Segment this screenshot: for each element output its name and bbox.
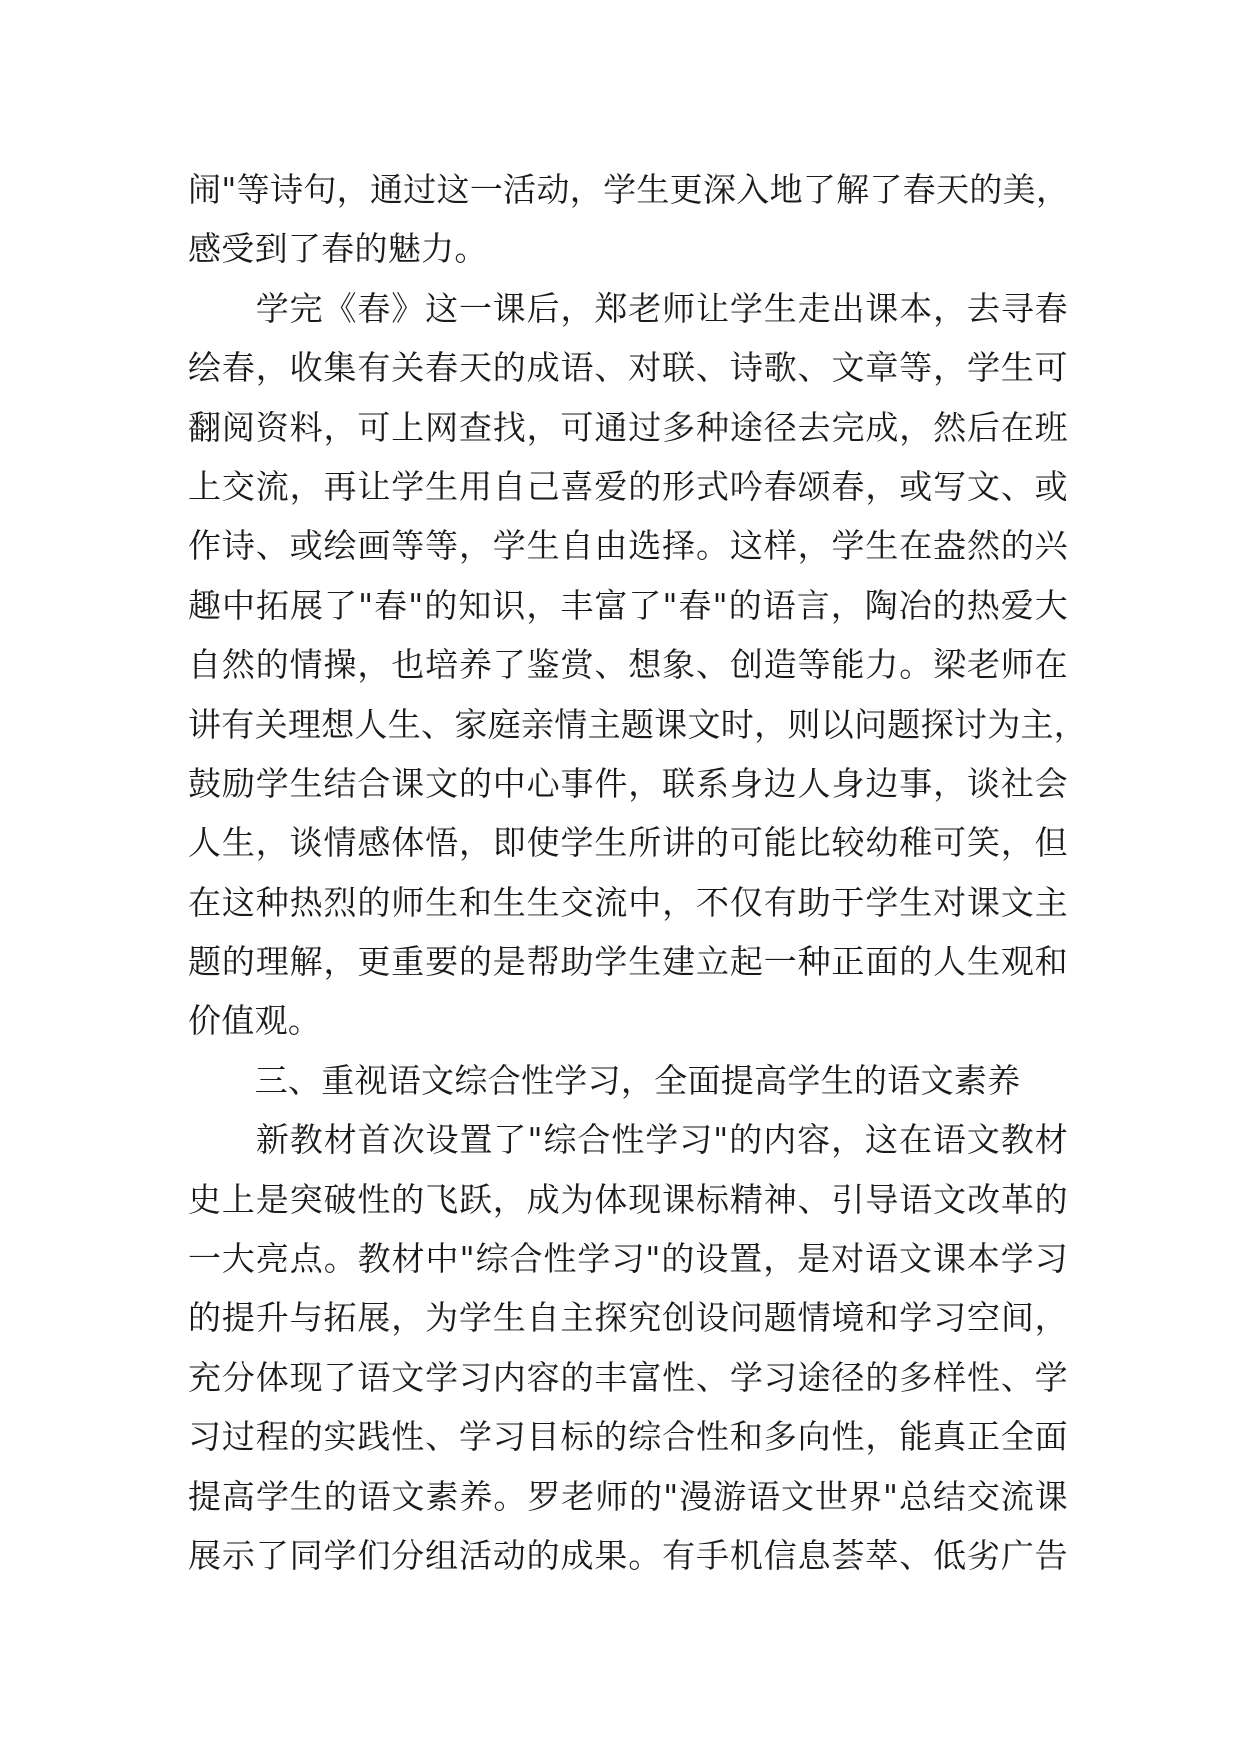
- text-line-13: 在这种热烈的师生和生生交流中，不仅有助于学生对课文主: [188, 882, 1068, 922]
- text-line-4: 绘春，收集有关春天的成语、对联、诗歌、文章等，学生可: [188, 348, 1068, 388]
- text-line-19: 一大亮点。教材中"综合性学习"的设置，是对语文课本学习: [188, 1239, 1068, 1279]
- text-line-3: 学完《春》这一课后，郑老师让学生走出课本，去寻春: [188, 288, 1068, 328]
- text-line-11: 鼓励学生结合课文的中心事件，联系身边人身边事，谈社会: [188, 763, 1068, 803]
- text-line-9: 自然的情操，也培养了鉴赏、想象、创造等能力。梁老师在: [188, 645, 1068, 685]
- text-line-8: 趣中拓展了"春"的知识，丰富了"春"的语言，陶冶的热爱大: [188, 585, 1068, 625]
- text-line-15: 价值观。: [188, 1001, 322, 1041]
- text-line-6: 上交流，再让学生用自己喜爱的形式吟春颂春，或写文、或: [188, 466, 1068, 506]
- text-line-12: 人生，谈情感体悟，即使学生所讲的可能比较幼稚可笑，但: [188, 823, 1068, 863]
- text-line-23: 提高学生的语文素养。罗老师的"漫游语文世界"总结交流课: [188, 1476, 1068, 1516]
- section-heading: 三、重视语文综合性学习，全面提高学生的语文素养: [188, 1060, 1021, 1100]
- text-line-21: 充分体现了语文学习内容的丰富性、学习途径的多样性、学: [188, 1357, 1068, 1397]
- body-text: [188, 160, 1088, 1585]
- text-line-10: 讲有关理想人生、家庭亲情主题课文时，则以问题探讨为主，: [188, 704, 1088, 744]
- text-line-2: 感受到了春的魅力。: [188, 229, 488, 269]
- text-line-7: 作诗、或绘画等等，学生自由选择。这样，学生在盎然的兴: [188, 526, 1068, 566]
- text-line-1: 闹"等诗句，通过这一活动，学生更深入地了解了春天的美，: [188, 170, 1070, 209]
- text-line-14: 题的理解，更重要的是帮助学生建立起一种正面的人生观和: [188, 942, 1068, 982]
- text-line-22: 习过程的实践性、学习目标的综合性和多向性，能真正全面: [188, 1417, 1068, 1457]
- text-line-24: 展示了同学们分组活动的成果。有手机信息荟萃、低劣广告: [188, 1535, 1068, 1575]
- text-line-5: 翻阅资料，可上网查找，可通过多种途径去完成，然后在班: [188, 407, 1068, 447]
- text-line-20: 的提升与拓展，为学生自主探究创设问题情境和学习空间，: [188, 1298, 1068, 1338]
- text-line-18: 史上是突破性的飞跃，成为体现课标精神、引导语文改革的: [188, 1179, 1068, 1219]
- text-line-17: 新教材首次设置了"综合性学习"的内容，这在语文教材: [188, 1120, 1068, 1160]
